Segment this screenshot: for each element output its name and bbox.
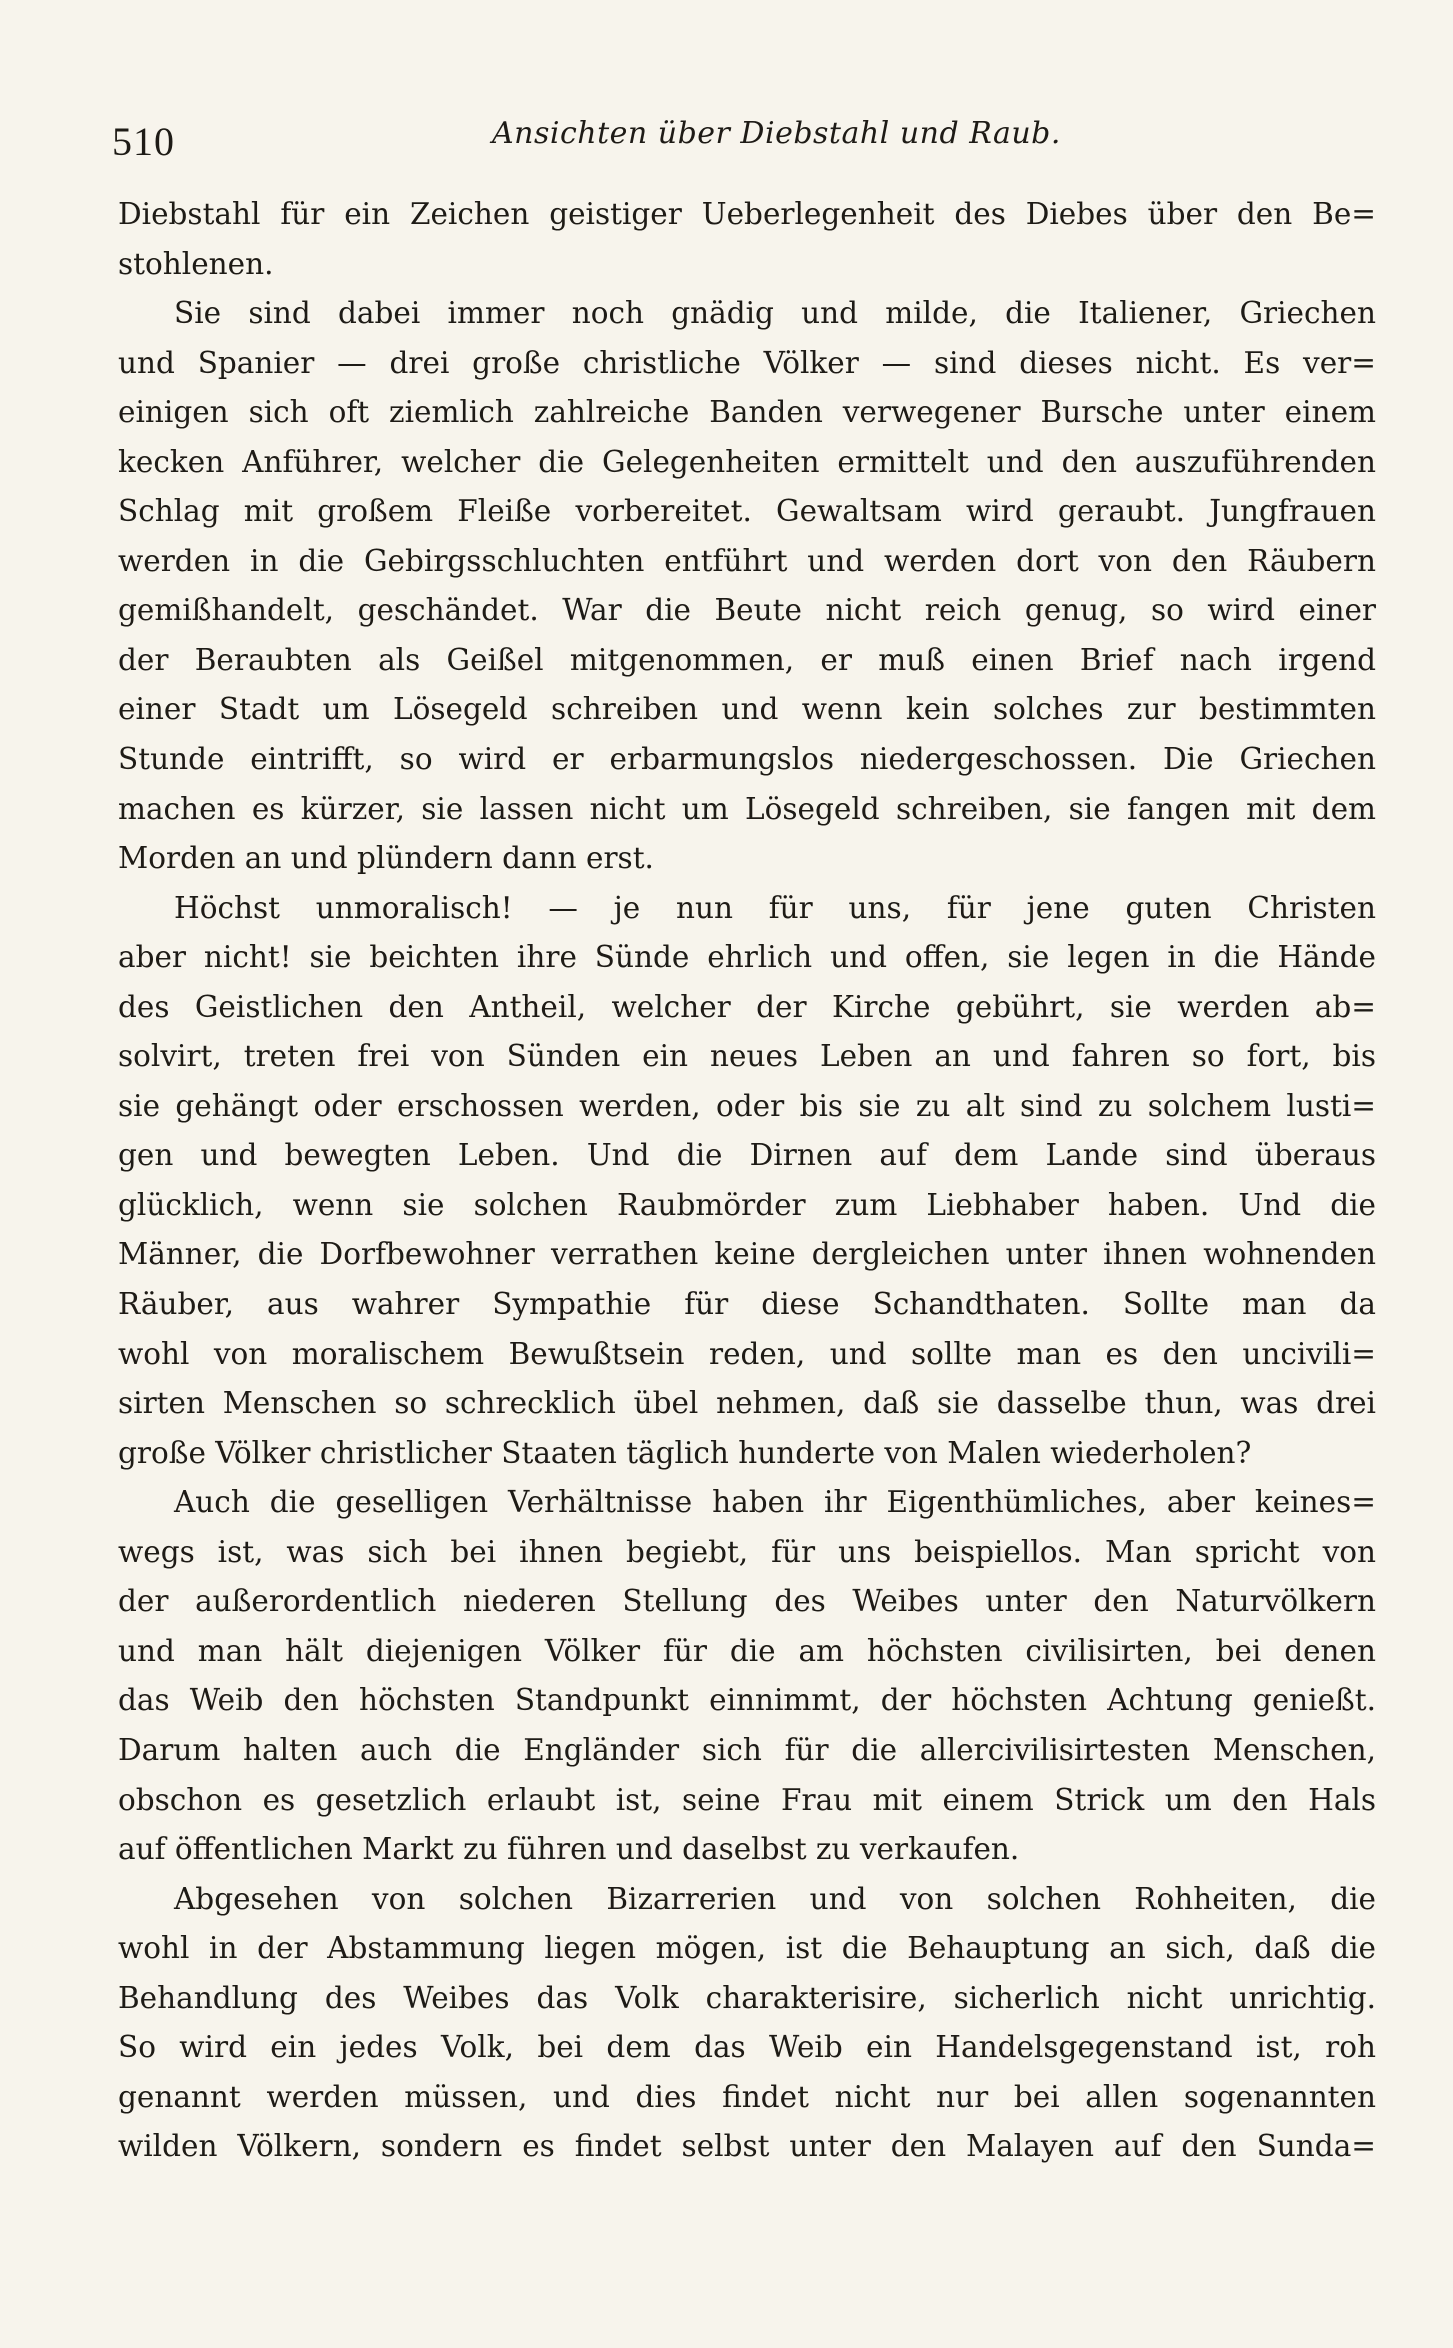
text-line: Abgesehen von solchen Bizarrerien und von solchen Rohheiten, die xyxy=(174,1881,1376,1916)
body-text xyxy=(118,190,1376,2172)
text-line: sie gehängt oder erschossen werden, oder bis sie zu alt sind zu solchem lusti= xyxy=(118,1088,1376,1123)
text-line: der Beraubten als Geißel mitgenommen, er muß einen Brief nach irgend xyxy=(118,642,1376,677)
text-line: obschon es gesetzlich erlaubt ist, seine Frau mit einem Strick um den Hals xyxy=(118,1782,1376,1817)
text-line: stohlenen. xyxy=(118,246,274,281)
text-line: Sie sind dabei immer noch gnädig und milde, die Italiener, Griechen xyxy=(174,296,1376,331)
text-line: gen und bewegten Leben. Und die Dirnen auf dem Lande sind überaus xyxy=(118,1138,1376,1173)
text-line: große Völker christlicher Staaten täglich hunderte von Malen wiederholen? xyxy=(118,1435,1252,1470)
text-line: machen es kürzer, sie lassen nicht um Lösegeld schreiben, sie fangen mit dem xyxy=(118,791,1376,826)
text-line: einigen sich oft ziemlich zahlreiche Banden verwegener Bursche unter einem xyxy=(118,395,1376,430)
text-line: Räuber, aus wahrer Sympathie für diese Schandthaten. Sollte man da xyxy=(118,1287,1376,1322)
text-line: der außerordentlich niederen Stellung des Weibes unter den Naturvölkern xyxy=(118,1584,1376,1619)
text-line: glücklich, wenn sie solchen Raubmörder zum Liebhaber haben. Und die xyxy=(118,1187,1376,1222)
page-header xyxy=(112,110,1372,170)
text-line: wohl in der Abstammung liegen mögen, ist die Behauptung an sich, daß die xyxy=(118,1931,1376,1966)
text-line: werden in die Gebirgsschluchten entführt und werden dort von den Räubern xyxy=(118,543,1376,578)
text-line: sirten Menschen so schrecklich übel nehmen, daß sie dasselbe thun, was drei xyxy=(118,1386,1376,1421)
text-line: auf öffentlichen Markt zu führen und daselbst zu verkaufen. xyxy=(118,1832,1020,1867)
text-line: Stunde eintrifft, so wird er erbarmungslos niedergeschossen. Die Griechen xyxy=(118,742,1376,777)
text-line: das Weib den höchsten Standpunkt einnimmt, der höchsten Achtung genießt. xyxy=(118,1683,1376,1718)
text-line: Behandlung des Weibes das Volk charakterisire, sicherlich nicht unrichtig. xyxy=(118,1980,1376,2015)
text-line: Männer, die Dorfbewohner verrathen keine dergleichen unter ihnen wohnenden xyxy=(118,1237,1376,1272)
text-line: wegs ist, was sich bei ihnen begiebt, für uns beispiellos. Man spricht von xyxy=(118,1534,1376,1569)
text-line: Darum halten auch die Engländer sich für die allercivilisirtesten Menschen, xyxy=(118,1732,1376,1767)
text-line: und man hält diejenigen Völker für die am höchsten civilisirten, bei denen xyxy=(118,1633,1376,1668)
text-line: Höchst unmoralisch! — je nun für uns, für jene guten Christen xyxy=(174,890,1376,925)
text-line: solvirt, treten frei von Sünden ein neues Leben an und fahren so fort, bis xyxy=(118,1039,1376,1074)
text-line: Auch die geselligen Verhältnisse haben ihr Eigenthümliches, aber keines= xyxy=(174,1485,1376,1520)
text-line: wohl von moralischem Bewußtsein reden, und sollte man es den uncivili= xyxy=(118,1336,1376,1371)
text-line: Diebstahl für ein Zeichen geistiger Ueberlegenheit des Diebes über den Be= xyxy=(118,197,1376,231)
text-line: So wird ein jedes Volk, bei dem das Weib ein Handelsgegenstand ist, roh xyxy=(118,2030,1376,2065)
text-line: kecken Anführer, welcher die Gelegenheiten ermittelt und den auszuführenden xyxy=(118,444,1376,479)
text-line: Morden an und plündern dann erst. xyxy=(118,841,654,876)
running-title: Ansichten über Diebstahl und Raub. xyxy=(492,116,1061,151)
text-line: des Geistlichen den Antheil, welcher der Kirche gebührt, sie werden ab= xyxy=(118,989,1376,1024)
text-line: gemißhandelt, geschändet. War die Beute nicht reich genug, so wird einer xyxy=(118,593,1376,628)
text-line: und Spanier — drei große christliche Völker — sind dieses nicht. Es ver= xyxy=(118,345,1376,380)
text-line: aber nicht! sie beichten ihre Sünde ehrlich und offen, sie legen in die Hände xyxy=(118,940,1376,975)
page-number: 510 xyxy=(112,119,175,164)
text-line: einer Stadt um Lösegeld schreiben und wenn kein solches zur bestimmten xyxy=(118,692,1376,727)
text-line: wilden Völkern, sondern es findet selbst unter den Malayen auf den Sunda= xyxy=(118,2129,1376,2164)
text-line: Schlag mit großem Fleiße vorbereitet. Gewaltsam wird geraubt. Jungfrauen xyxy=(118,494,1376,529)
text-line: genannt werden müssen, und dies findet nicht nur bei allen sogenannten xyxy=(118,2079,1376,2114)
